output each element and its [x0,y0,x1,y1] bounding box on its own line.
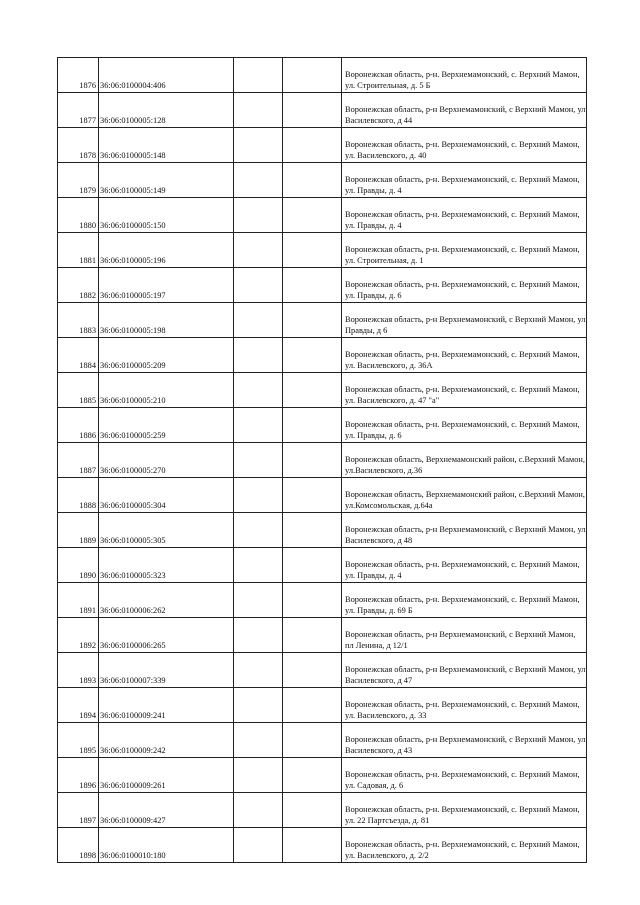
table-row [58,303,587,338]
row-number-cell: 1888 [58,478,99,513]
cadastral-number-cell: 36:06:0100005:197 [99,268,234,303]
cadastral-number-cell: 36:06:0100005:196 [99,233,234,268]
table-row [58,268,587,303]
empty-cell [234,443,283,478]
cadastral-number-cell: 36:06:0100005:148 [99,128,234,163]
empty-cell [283,93,342,128]
table-row [58,513,587,548]
empty-cell [283,338,342,373]
address-cell: Воронежская область, р-н. Верхнемамонский, с. Верхний Мамон, ул. Василевского, д. 36А [342,338,587,373]
table-row [58,338,587,373]
table-row [58,548,587,583]
registry-table [57,57,587,863]
row-number-cell: 1884 [58,338,99,373]
address-cell: Воронежская область, р-н. Верхнемамонский, с. Верхний Мамон, ул. Правды, д. 4 [342,198,587,233]
empty-cell [283,303,342,338]
empty-cell [234,723,283,758]
table-row [58,128,587,163]
empty-cell [234,93,283,128]
cadastral-number-cell: 36:06:0100005:323 [99,548,234,583]
empty-cell [283,478,342,513]
empty-cell [283,198,342,233]
address-cell: Воронежская область, р-н. Верхнемамонский, с. Верхний Мамон, ул. Садовая, д. 6 [342,758,587,793]
empty-cell [283,688,342,723]
cadastral-number-cell: 36:06:0100006:262 [99,583,234,618]
table-row [58,373,587,408]
cadastral-number-cell: 36:06:0100009:241 [99,688,234,723]
empty-cell [283,548,342,583]
row-number-cell: 1891 [58,583,99,618]
row-number-cell: 1897 [58,793,99,828]
address-cell: Воронежская область, р-н. Верхнемамонский, с. Верхний Мамон, ул. Строительная, д. 5 Б [342,58,587,93]
cadastral-number-cell: 36:06:0100005:128 [99,93,234,128]
empty-cell [234,163,283,198]
row-number-cell: 1885 [58,373,99,408]
empty-cell [234,303,283,338]
empty-cell [234,478,283,513]
empty-cell [283,618,342,653]
row-number-cell: 1879 [58,163,99,198]
table-row [58,618,587,653]
address-cell: Воронежская область, р-н Верхнемамонский, с Верхний Мамон, ул Правды, д 6 [342,303,587,338]
table-row [58,653,587,688]
table-row [58,443,587,478]
address-cell: Воронежская область, р-н. Верхнемамонский, с. Верхний Мамон, ул. Строительная, д. 1 [342,233,587,268]
empty-cell [283,723,342,758]
row-number-cell: 1887 [58,443,99,478]
cadastral-number-cell: 36:06:0100005:210 [99,373,234,408]
row-number-cell: 1892 [58,618,99,653]
empty-cell [234,653,283,688]
table-row [58,93,587,128]
row-number-cell: 1876 [58,58,99,93]
empty-cell [234,548,283,583]
row-number-cell: 1881 [58,233,99,268]
row-number-cell: 1878 [58,128,99,163]
table-row [58,793,587,828]
row-number-cell: 1896 [58,758,99,793]
empty-cell [234,828,283,863]
address-cell: Воронежская область, р-н. Верхнемамонский, с. Верхний Мамон, ул. Василевского, д. 33 [342,688,587,723]
row-number-cell: 1877 [58,93,99,128]
row-number-cell: 1889 [58,513,99,548]
address-cell: Воронежская область, р-н. Верхнемамонский, с. Верхний Мамон, ул. Василевского, д. 40 [342,128,587,163]
table-row [58,688,587,723]
address-cell: Воронежская область, Верхнемамонский район, с.Верхний Мамон, ул.Комсомольская, д.64а [342,478,587,513]
table-row [58,408,587,443]
table-row [58,233,587,268]
cadastral-number-cell: 36:06:0100005:150 [99,198,234,233]
empty-cell [283,268,342,303]
address-cell: Воронежская область, р-н. Верхнемамонский, с. Верхний Мамон, ул. Правды, д. 4 [342,163,587,198]
cadastral-number-cell: 36:06:0100009:261 [99,758,234,793]
row-number-cell: 1880 [58,198,99,233]
address-cell: Воронежская область, р-н. Верхнемамонский, с. Верхний Мамон, ул. Василевского, д. 47 "а" [342,373,587,408]
cadastral-number-cell: 36:06:0100005:149 [99,163,234,198]
row-number-cell: 1898 [58,828,99,863]
cadastral-number-cell: 36:06:0100005:270 [99,443,234,478]
row-number-cell: 1894 [58,688,99,723]
address-cell: Воронежская область, р-н Верхнемамонский, с Верхний Мамон, ул Василевского, д 47 [342,653,587,688]
address-cell: Воронежская область, Верхнемамонский район, с.Верхний Мамон, ул.Василевского, д.36 [342,443,587,478]
row-number-cell: 1893 [58,653,99,688]
empty-cell [234,268,283,303]
empty-cell [234,758,283,793]
row-number-cell: 1886 [58,408,99,443]
empty-cell [283,758,342,793]
empty-cell [283,583,342,618]
document-page [57,57,586,863]
address-cell: Воронежская область, р-н Верхнемамонский, с Верхний Мамон, пл Ленина, д 12/1 [342,618,587,653]
address-cell: Воронежская область, р-н. Верхнемамонский, с. Верхний Мамон, ул. Правды, д. 6 [342,408,587,443]
empty-cell [283,828,342,863]
empty-cell [234,198,283,233]
table-row [58,583,587,618]
row-number-cell: 1882 [58,268,99,303]
table-row [58,163,587,198]
empty-cell [234,233,283,268]
empty-cell [234,338,283,373]
table-row [58,828,587,863]
empty-cell [283,513,342,548]
row-number-cell: 1890 [58,548,99,583]
address-cell: Воронежская область, р-н Верхнемамонский, с Верхний Мамон, ул Василевского, д 44 [342,93,587,128]
cadastral-number-cell: 36:06:0100010:180 [99,828,234,863]
empty-cell [283,58,342,93]
cadastral-number-cell: 36:06:0100005:198 [99,303,234,338]
empty-cell [283,443,342,478]
table-row [58,723,587,758]
cadastral-number-cell: 36:06:0100004:406 [99,58,234,93]
cadastral-number-cell: 36:06:0100006:265 [99,618,234,653]
cadastral-number-cell: 36:06:0100005:305 [99,513,234,548]
empty-cell [283,128,342,163]
cadastral-number-cell: 36:06:0100005:209 [99,338,234,373]
table-row [58,58,587,93]
empty-cell [283,163,342,198]
cadastral-number-cell: 36:06:0100009:242 [99,723,234,758]
address-cell: Воронежская область, р-н. Верхнемамонский, с. Верхний Мамон, ул. Правды, д. 4 [342,548,587,583]
address-cell: Воронежская область, р-н. Верхнемамонский, с. Верхний Мамон, ул. Правды, д. 69 Б [342,583,587,618]
address-cell: Воронежская область, р-н. Верхнемамонский, с. Верхний Мамон, ул. 22 Партсъезда, д. 81 [342,793,587,828]
address-cell: Воронежская область, р-н. Верхнемамонский, с. Верхний Мамон, ул. Правды, д. 6 [342,268,587,303]
empty-cell [234,373,283,408]
address-cell: Воронежская область, р-н Верхнемамонский, с Верхний Мамон, ул Василевского, д 48 [342,513,587,548]
cadastral-number-cell: 36:06:0100005:259 [99,408,234,443]
cadastral-number-cell: 36:06:0100009:427 [99,793,234,828]
empty-cell [234,128,283,163]
cadastral-number-cell: 36:06:0100007:339 [99,653,234,688]
address-cell: Воронежская область, р-н Верхнемамонский, с Верхний Мамон, ул Василевского, д 43 [342,723,587,758]
empty-cell [234,583,283,618]
empty-cell [234,408,283,443]
empty-cell [283,373,342,408]
row-number-cell: 1895 [58,723,99,758]
empty-cell [283,408,342,443]
empty-cell [283,653,342,688]
table-row [58,478,587,513]
empty-cell [234,618,283,653]
empty-cell [234,688,283,723]
empty-cell [234,513,283,548]
empty-cell [283,233,342,268]
empty-cell [283,793,342,828]
empty-cell [234,58,283,93]
row-number-cell: 1883 [58,303,99,338]
table-row [58,758,587,793]
cadastral-number-cell: 36:06:0100005:304 [99,478,234,513]
empty-cell [234,793,283,828]
address-cell: Воронежская область, р-н. Верхнемамонский, с. Верхний Мамон, ул. Василевского, д. 2/2 [342,828,587,863]
table-row [58,198,587,233]
registry-table-body [58,58,587,863]
